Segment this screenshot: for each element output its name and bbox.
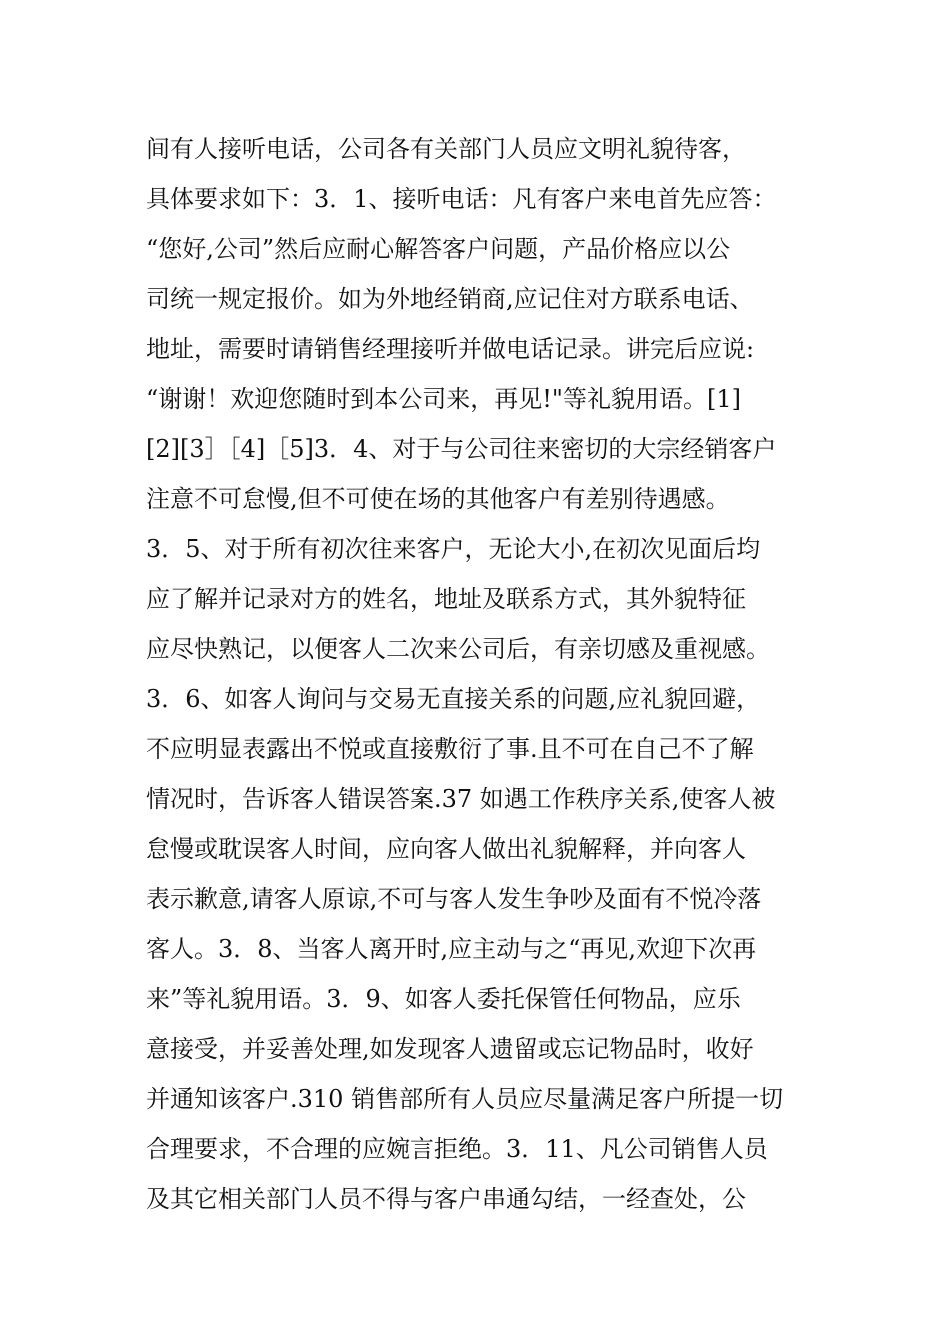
text-line: 应尽快熟记，以便客人二次来公司后，有亲切感及重视感。 xyxy=(146,635,770,663)
text-line: “谢谢！欢迎您随时到本公司来，再见!"等礼貌用语。[1] xyxy=(146,385,741,413)
text-line: 客人。3．8、当客人离开时,应主动与之“再见,欢迎下次再 xyxy=(146,935,757,963)
text-line: 3．6、如客人询问与交易无直接关系的问题,应礼貌回避， xyxy=(146,685,761,713)
text-line: 注意不可怠慢,但不可使在场的其他客户有差别待遇感。 xyxy=(146,485,730,513)
text-line: 具体要求如下：3．1、接听电话：凡有客户来电首先应答： xyxy=(146,185,777,213)
text-line: 3．5、对于所有初次往来客户，无论大小,在初次见面后均 xyxy=(146,535,761,563)
text-line: 怠慢或耽误客人时间，应向客人做出礼貌解释，并向客人 xyxy=(146,835,746,863)
text-line: 合理要求，不合理的应婉言拒绝。3．11、凡公司销售人员 xyxy=(146,1135,768,1163)
text-line: 不应明显表露出不悦或直接敷衍了事.且不可在自己不了解 xyxy=(146,735,754,763)
text-line: 表示歉意,请客人原谅,不可与客人发生争吵及面有不悦冷落 xyxy=(146,885,762,913)
text-line: [2][3］［4]［5]3．4、对于与公司往来密切的大宗经销客户 xyxy=(146,435,777,463)
text-line: 及其它相关部门人员不得与客户串通勾结，一经查处，公 xyxy=(146,1185,746,1213)
text-line: 并通知该客户.310 销售部所有人员应尽量满足客户所提一切 xyxy=(146,1085,784,1113)
text-line: 意接受，并妥善处理,如发现客人遗留或忘记物品时，收好 xyxy=(146,1035,754,1063)
text-line: 应了解并记录对方的姓名，地址及联系方式，其外貌特征 xyxy=(146,585,746,613)
body-text xyxy=(146,124,816,1224)
text-line: 间有人接听电话，公司各有关部门人员应文明礼貌待客， xyxy=(146,135,746,163)
text-line: “您好,公司”然后应耐心解答客户问题，产品价格应以公 xyxy=(146,235,731,263)
text-line: 来”等礼貌用语。3．9、如客人委托保管任何物品，应乐 xyxy=(146,985,741,1013)
text-line: 情况时，告诉客人错误答案.37 如遇工作秩序关系,使客人被 xyxy=(146,785,776,813)
text-line: 地址，需要时请销售经理接听并做电话记录。讲完后应说: xyxy=(146,335,755,363)
text-line: 司统一规定报价。如为外地经销商,应记住对方联系电话、 xyxy=(146,285,754,313)
